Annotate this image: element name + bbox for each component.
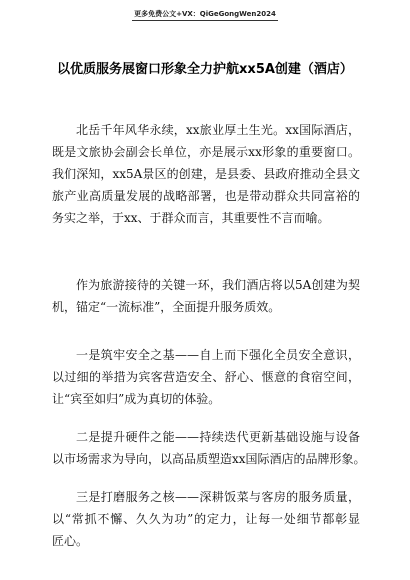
paragraph-line: 既是文旅协会副会长单位，亦是展示xx形象的重要窗口。 <box>52 145 360 159</box>
safety-point-paragraph <box>52 344 360 410</box>
paragraph-line: 以过细的举措为宾客营造安全、舒心、惬意的食宿空间， <box>52 370 360 384</box>
paragraph-line: 旅产业高质量发展的战略部署，也是带动群众共同富裕的 <box>52 189 360 203</box>
paragraph-line: 匠心。 <box>52 534 89 548</box>
paragraph-line: 二是提升硬件之能——持续迭代更新基础设施与设备 <box>76 430 360 444</box>
paragraph-line: 机，锚定“一流标准”，全面提升服务质效。 <box>52 300 281 314</box>
paragraph-line: 作为旅游接待的关键一环，我们酒店将以5A创建为契 <box>76 278 360 292</box>
paragraph-line: 三是打磨服务之核——深耕饭菜与客房的服务质量， <box>76 490 360 504</box>
paragraph-line: 以市场需求为导向，以高品质塑造xx国际酒店的品牌形象。 <box>52 452 366 466</box>
header-watermark-text: 更多免费公文+VX：QiGeGongWen2024 <box>132 9 278 21</box>
service-point-paragraph <box>52 486 360 552</box>
paragraph-line: 我们深知，xx5A景区的创建，是县委、县政府推动全县文 <box>52 167 360 181</box>
intro-paragraph <box>52 119 360 229</box>
paragraph-line: 以“常抓不懈、久久为功”的定力，让每一处细节都彰显 <box>52 512 360 526</box>
purpose-paragraph <box>52 274 360 318</box>
paragraph-line: 北岳千年风华永续，xx旅业厚土生光。xx国际酒店， <box>76 123 360 137</box>
header-watermark <box>0 7 410 21</box>
document-title: 以优质服务展窗口形象全力护航xx5A创建（酒店） <box>57 62 353 77</box>
paragraph-line: 让“宾至如归”成为真切的体验。 <box>52 392 221 406</box>
paragraph-line: 务实之举，于xx、于群众而言，其重要性不言而喻。 <box>52 211 330 225</box>
hardware-point-paragraph <box>52 426 366 470</box>
paragraph-line: 一是筑牢安全之基——自上而下强化全员安全意识， <box>76 348 360 362</box>
